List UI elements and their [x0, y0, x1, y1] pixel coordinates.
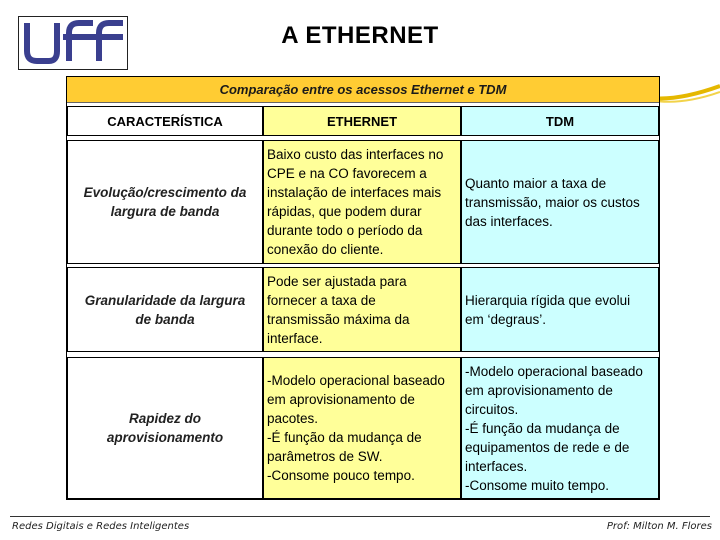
column-header-tdm: TDM — [461, 106, 659, 136]
page-title: A ETHERNET — [281, 22, 439, 49]
comparison-table — [66, 76, 660, 500]
column-header-ethernet: ETHERNET — [263, 106, 461, 136]
row-1-ethernet: Baixo custo das interfaces no CPE e na CO favorecem a instalação de interfaces mais rápidas, que podem durar durante todo o período da conexão do cliente. — [263, 140, 461, 264]
footer-author: Prof: Milton M. Flores — [606, 521, 712, 532]
row-3-tdm: -Modelo operacional baseado em aprovisionamento de circuitos. -É função da mudança de equipamentos de rede e de interfaces. -Consome muito tempo. — [461, 357, 659, 499]
row-1-characteristic: Evolução/crescimento da largura de banda — [67, 140, 263, 264]
footer-divider — [10, 516, 710, 517]
row-2-tdm: Hierarquia rígida que evolui em ‘degraus’. — [461, 267, 659, 352]
row-2-characteristic: Granularidade da largura de banda — [67, 267, 263, 352]
column-header-characteristic: CARACTERÍSTICA — [67, 106, 263, 136]
row-2-ethernet: Pode ser ajustada para fornecer a taxa de transmissão máxima da interface. — [263, 267, 461, 352]
row-1-tdm: Quanto maior a taxa de transmissão, maior os custos das interfaces. — [461, 140, 659, 264]
table-caption: Comparação entre os acessos Ethernet e TDM — [67, 77, 659, 103]
row-3-characteristic: Rapidez do aprovisionamento — [67, 357, 263, 499]
footer-course-name: Redes Digitais e Redes Inteligentes — [12, 521, 190, 532]
row-3-ethernet: -Modelo operacional baseado em aprovisionamento de pacotes. -É função da mudança de parâmetros de SW. -Consome pouco tempo. — [263, 357, 461, 499]
